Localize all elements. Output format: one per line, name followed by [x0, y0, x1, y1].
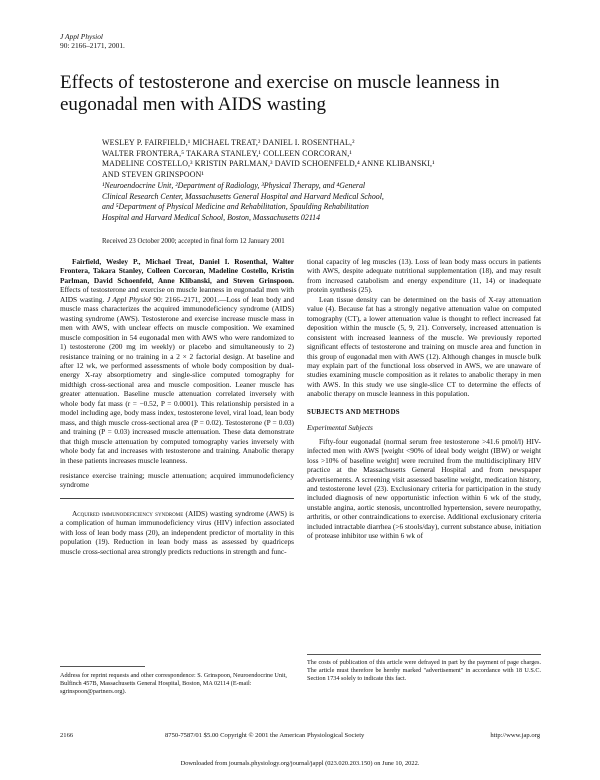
author-line: MADELINE COSTELLO,³ KRISTIN PARLMAN,³ DAVID SCHOENFELD,⁴ ANNE KLIBANSKI,¹: [102, 159, 435, 169]
affiliation-line: and ⁵Department of Physical Medicine and Rehabilitation, Spaulding Rehabilitation: [102, 202, 369, 212]
author-line: WALTER FRONTERA,⁵ TAKARA STANLEY,¹ COLLEEN CORCORAN,¹: [102, 148, 352, 158]
section-heading: SUBJECTS AND METHODS: [307, 408, 400, 416]
affiliation-line: Clinical Research Center, Massachusetts General Hospital and Harvard Medical School,: [102, 191, 384, 201]
intro-text: (AIDS) wasting syndrome (AWS) is a complication of human immunodeficiency virus (HIV) infection associated with loss of lean body mass (20), an independent predictor of mortality in this population (19). Reduction in lean body mass as assessed by quadriceps muscle cross-sectional area strongly predicts reductions in strength and func-: [60, 508, 294, 556]
author-line: AND STEVEN GRINSPOON¹: [102, 169, 204, 179]
costs-divider: [307, 654, 541, 655]
affiliation-line: ¹Neuroendocrine Unit, ²Department of Radiology, ³Physical Therapy, and ⁴General: [102, 181, 366, 190]
abstract-journal: J Appl Physiol: [106, 294, 151, 304]
journal-url[interactable]: http://www.jap.org: [490, 732, 540, 739]
paragraph: tional capacity of leg muscles (13). Loss of lean body mass occurs in patients with AWS, despite adequate nutritional supplementation (18), and may result from increased catabolism and energy expenditure (11, 14) or inadequate protein synthesis (25).: [307, 257, 541, 295]
received-dates: Received 23 October 2000; accepted in final form 12 January 2001: [102, 238, 285, 245]
journal-citation: 90: 2166–2171, 2001.: [60, 41, 125, 50]
paragraph: Fifty-four eugonadal (normal serum free testosterone >41.6 pmol/l) HIV-infected men with AWS [weight <90% of ideal body weight (IBW) or weight loss >10% of baseline weight] were recruited from the multidisciplinary HIV practice at the Massachusetts General Hospital and from newspaper advertisements. A screening visit assessed baseline weight, medication history, and testosterone level (23). Exclusionary criteria for participation in the study included diagnosis of new opportunistic infection within 6 wk of the study, unstable angina, aortic stenosis, uncontrolled hypertension, severe neuropathy, arthritis, or other contraindications to exercise. Additional exclusionary criteria included intractable diarrhea (>6 stools/day), current substance abuse, initiation of protease inhibitor use within 6 wk of: [307, 436, 541, 541]
page-number: 2166: [60, 732, 74, 739]
author-line: WESLEY P. FAIRFIELD,¹ MICHAEL TREAT,² DANIEL I. ROSENTHAL,²: [102, 138, 355, 147]
download-notice: Downloaded from journals.physiology.org/journal/jappl (023.020.203.150) on June 10, 2022.: [180, 760, 420, 767]
author-list: [102, 138, 542, 180]
journal-name: J Appl Physiol: [60, 32, 103, 41]
abstract-title: Effects of testosterone and exercise on muscle leanness in eugonadal men with AIDS wasting.: [60, 285, 294, 304]
journal-header: [60, 32, 125, 50]
keywords: resistance exercise training; muscle attenuation; acquired immunodeficiency syndrome: [60, 470, 294, 490]
article-title: Effects of testosterone and exercise on muscle leanness in eugonadal men with AIDS wasting: [60, 72, 500, 115]
abstract-divider: [60, 498, 294, 499]
intro-paragraph: [60, 509, 294, 556]
correspondence-text: Address for reprint requests and other correspondence: S. Grinspoon, Neuroendocrine Unit, Bulfinch 457B, Massachusetts General Hospital, Boston, MA 02114 (E-mail: sgrinspoon@partners.org).: [60, 672, 287, 695]
paragraph: Lean tissue density can be determined on the basis of X-ray attenuation value (4). Because fat has a strongly negative attenuation value on computed tomography (CT), a lower attenuation value is thought to reflect increased fat deposition within the muscle (5, 9, 21). Conversely, increased attenuation is consistent with increased leanness of the muscle. We previously reported significant effects of testosterone and training on muscle area and function in this group of eugonadal men with AWS (12). Although changes in muscle bulk may explain part of the functional loss observed in AWS, we are unaware of studies examining muscle composition as it relates to anabolic therapy in men with AWS. In this study we use single-slice CT to determine the effects of anabolic therapy on muscle leanness in this population.: [307, 294, 541, 399]
correspondence-footnote: [60, 672, 294, 696]
abstract-authors: Fairfield, Wesley P., Michael Treat, Daniel I. Rosenthal, Walter Frontera, Takara Stanley, Colleen Corcoran, Madeline Costello, Kristin Parlman, David Schoenfeld, Anne Klibanski, and Steven Grinspoon.: [60, 257, 294, 285]
affiliations: [102, 181, 542, 223]
affiliation-line: Hospital and Harvard Medical School, Boston, Massachusetts 02114: [102, 212, 321, 222]
publication-costs-note: The costs of publication of this article were defrayed in part by the payment of page charges. The article must therefore be hereby marked "advertisement" in accordance with 18 U.S.C. Section 1734 solely to indicate this fact.: [307, 659, 541, 682]
left-column: [60, 257, 294, 556]
abstract: [60, 257, 294, 465]
abstract-body: 90: 2166–2171, 2001.—Loss of lean body and muscle mass characterizes the acquired immunodeficiency syndrome (AIDS) wasting syndrome (AWS). Testosterone and exercise increase muscle mass in men with AWS, with unclear effects on muscle composition. We examined muscle composition in 54 eugonadal men with AWS who were randomized to 1) testosterone (200 mg im weekly) or placebo and simultaneously to 2) resistance training or no training in a 2 × 2 factorial design. At baseline and after 12 wk, we performed assessments of whole body composition by dual-energy X-ray absorptiometry and single-slice computed tomography for midthigh cross-sectional area and muscle composition. Leaner muscle has greater attenuation. Baseline muscle attenuation correlated inversely with whole body fat mass (r = −0.52, P = 0.0001). This relationship persisted in a model including age, body mass index, testosterone level, viral load, lean body mass, and thigh muscle cross-sectional area (P = 0.02). Testosterone (P = 0.03) and training (P = 0.03) increased muscle attenuation. These data demonstrate that thigh muscle attenuation by computed tomography varies inversely with whole body fat and increases with testosterone and training. Anabolic therapy in these patients increases muscle leanness.: [60, 294, 294, 465]
footnote-divider: [60, 666, 145, 667]
right-column: [307, 257, 541, 541]
subsection-heading: Experimental Subjects: [307, 423, 373, 433]
copyright: 8750-7587/01 $5.00 Copyright © 2001 the American Physiological Society: [165, 732, 365, 739]
intro-smallcaps: Acquired immunodeficiency syndrome: [72, 508, 184, 518]
